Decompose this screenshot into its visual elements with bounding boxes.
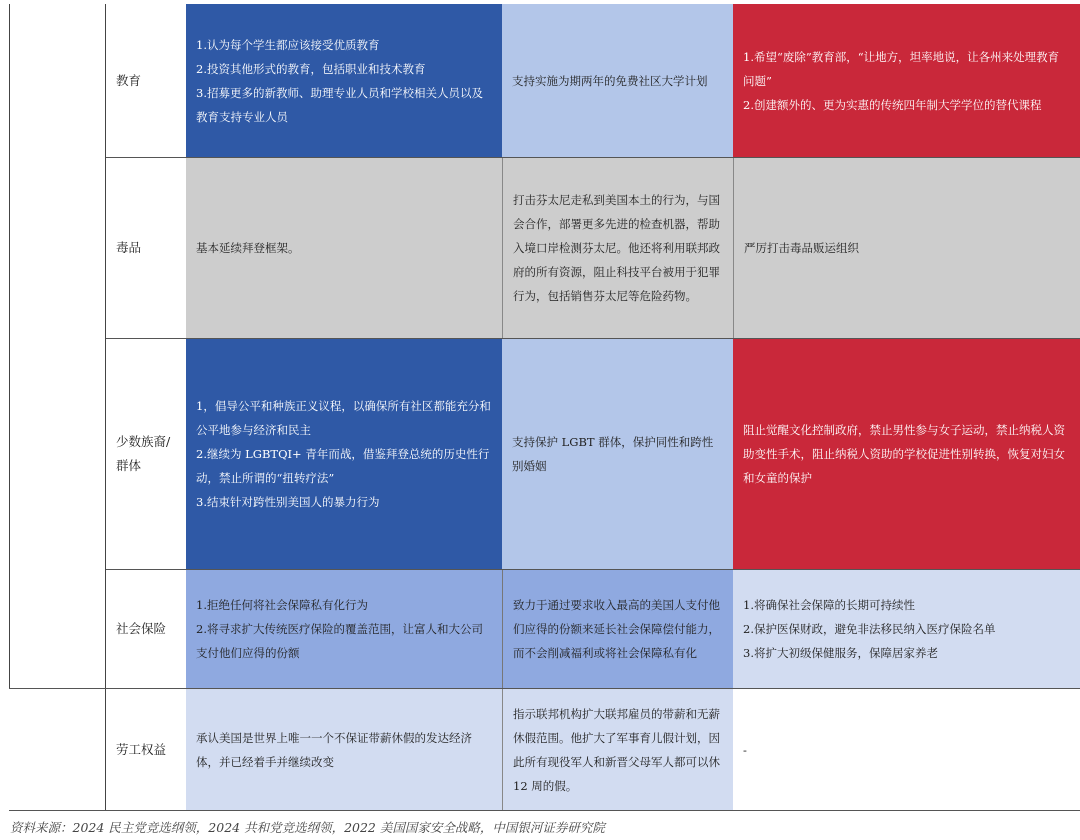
source-note: 资料来源：2024 民主党竞选纲领，2024 共和党竞选纲领，2022 美国国家安全战略，中国银河证券研究院 — [10, 820, 605, 835]
empty-left-cell-bottom — [9, 689, 105, 811]
democratic-drugs-cell: 基本延续拜登框架。 — [186, 158, 502, 338]
republican-drugs-cell: 严厉打击毒品贩运组织 — [733, 158, 1080, 338]
empty-left-column — [9, 4, 105, 688]
row-label-drugs: 毒品 — [106, 158, 186, 338]
democratic-social-security-cell: 1.拒绝任何将社会保障私有化行为 2.将寻求扩大传统医疗保险的覆盖范围，让富人和大公司支付他们应得的份额 — [186, 570, 502, 688]
nss-minorities-cell: 支持保护 LGBT 群体，保护同性和跨性别婚姻 — [502, 339, 733, 569]
nss-labor-cell: 指示联邦机构扩大联邦雇员的带薪和无薪休假范围。他扩大了军事育儿假计划，因此所有现役军人和新晋父母军人都可以休 12 周的假。 — [502, 689, 733, 811]
republican-education-cell: 1.希望“废除”教育部，“让地方，坦率地说，让各州来处理教育问题” 2.创建额外的、更为实惠的传统四年制大学学位的替代课程 — [733, 4, 1080, 157]
nss-drugs-cell: 打击芬太尼走私到美国本土的行为，与国会合作，部署更多先进的检查机器，帮助入境口岸检测芬太尼。他还将利用联邦政府的所有资源，阻止科技平台被用于犯罪行为，包括销售芬太尼等危险药物。 — [502, 158, 733, 338]
democratic-minorities-cell: 1，倡导公平和种族正义议程，以确保所有社区都能充分和公平地参与经济和民主 2.继续为 LGBTQI+ 青年而战，借鉴拜登总统的历史性行动，禁止所谓的“扭转疗法” 3.结束针对跨性别美国人的暴力行为 — [186, 339, 502, 569]
republican-labor-cell: - — [733, 689, 1080, 811]
republican-minorities-cell: 阻止觉醒文化控制政府，禁止男性参与女子运动，禁止纳税人资助变性手术，阻止纳税人资助的学校促进性别转换，恢复对妇女和女童的保护 — [733, 339, 1080, 569]
democratic-education-cell: 1.认为每个学生都应该接受优质教育 2.投资其他形式的教育，包括职业和技术教育 3.招募更多的新教师、助理专业人员和学校相关人员以及教育支持专业人员 — [186, 4, 502, 157]
democratic-labor-cell: 承认美国是世界上唯一一个不保证带薪休假的发达经济体，并已经着手并继续改变 — [186, 689, 502, 811]
row-label-education: 教育 — [106, 4, 186, 157]
row-label-labor-rights: 劳工权益 — [106, 689, 186, 811]
nss-social-security-cell: 致力于通过要求收入最高的美国人支付他们应得的份额来延长社会保障偿付能力，而不会削减福利或将社会保障私有化 — [502, 570, 733, 688]
nss-education-cell: 支持实施为期两年的免费社区大学计划 — [502, 4, 733, 157]
policy-comparison-table — [9, 4, 1080, 811]
row-label-social-security: 社会保险 — [106, 570, 186, 688]
row-label-minorities: 少数族裔/群体 — [106, 339, 186, 569]
table-bottom-border — [9, 810, 1080, 811]
republican-social-security-cell: 1.将确保社会保障的长期可持续性 2.保护医保财政，避免非法移民纳入医疗保险名单 3.将扩大初级保健服务，保障居家养老 — [733, 570, 1080, 688]
